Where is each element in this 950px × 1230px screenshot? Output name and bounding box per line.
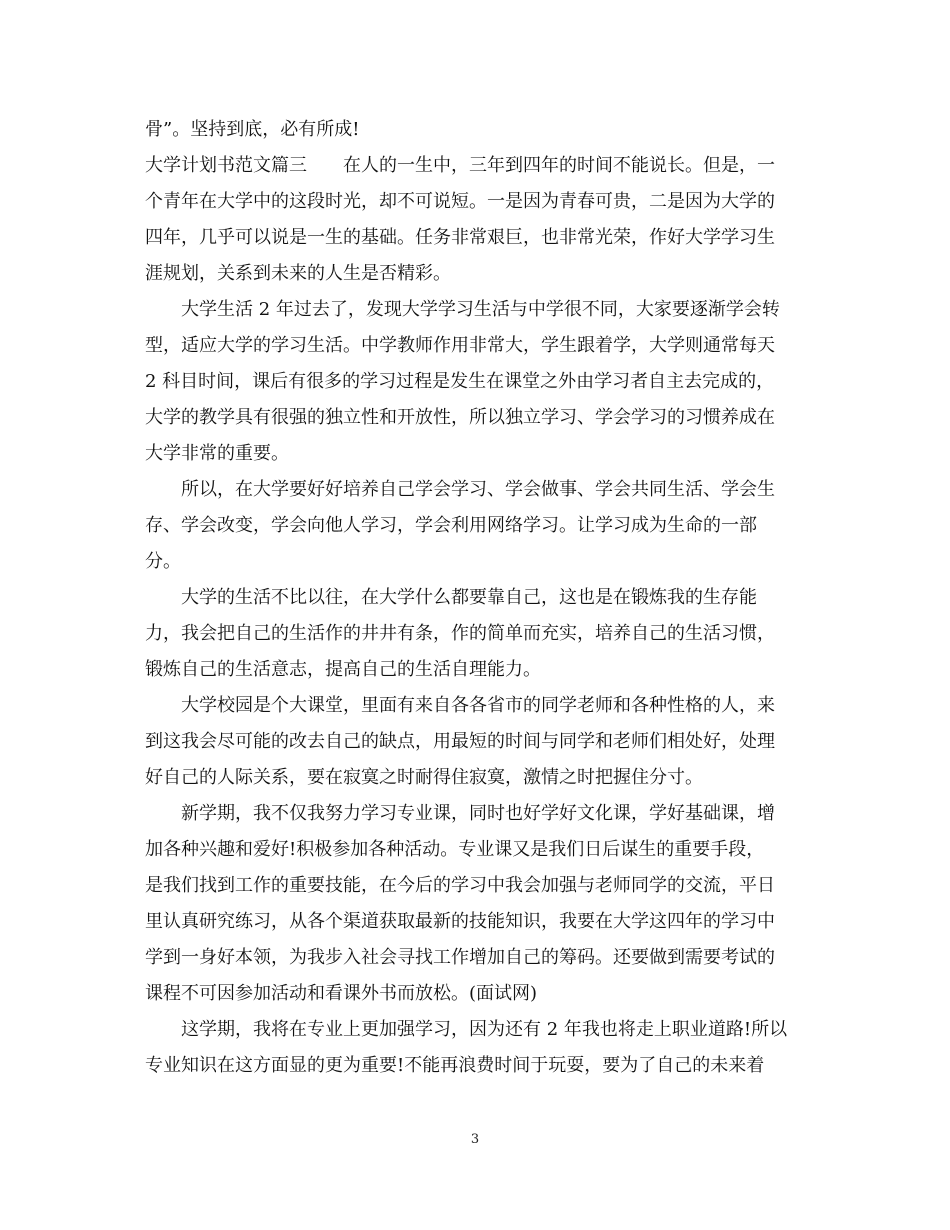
text-line: 锻炼自己的生活意志，提高自己的生活自理能力。 [145,659,541,680]
text-line: 新学期，我不仅我努力学习专业课，同时也好学好文化课，学好基础课，增 [145,803,775,824]
text-line: 骨”。坚持到底，必有所成! [145,119,360,140]
text-line: 大学非常的重要。 [145,443,289,464]
text-line: 所以，在大学要好好培养自己学会学习、学会做事、学会共同生活、学会生 [145,479,775,500]
text-line: 大学的教学具有很强的独立性和开放性，所以独立学习、学会学习的习惯养成在 [145,407,775,428]
text-line: 四年，几乎可以说是一生的基础。任务非常艰巨，也非常光荣，作好大学学习生 [145,227,775,248]
text-line: 个青年在大学中的这段时光，却不可说短。一是因为青春可贵，二是因为大学的 [145,191,775,212]
text-line: 加各种兴趣和爱好!积极参加各种活动。专业课又是我们日后谋生的重要手段， [145,839,765,860]
body-text [145,112,810,1084]
page-number: 3 [470,1132,480,1147]
text-line: 存、学会改变，学会向他人学习，学会利用网络学习。让学习成为生命的一部 [145,515,757,536]
text-line: 课程不可因参加活动和看课外书而放松。(面试网) [145,983,538,1004]
text-line: 力，我会把自己的生活作的井井有条，作的简单而充实，培养自己的生活习惯， [145,623,775,644]
text-line: 是我们找到工作的重要技能，在今后的学习中我会加强与老师同学的交流，平日 [145,875,775,896]
text-line: 专业知识在这方面显的更为重要!不能再浪费时间于玩耍，要为了自己的未来着 [145,1055,765,1076]
text-line: 好自己的人际关系，要在寂寞之时耐得住寂寞，激情之时把握住分寸。 [145,767,703,788]
text-line: 到这我会尽可能的改去自己的缺点，用最短的时间与同学和老师们相处好，处理 [145,731,775,752]
text-line: 2 科目时间，课后有很多的学习过程是发生在课堂之外由学习者自主去完成的， [145,371,775,392]
text-line: 大学生活 2 年过去了，发现大学学习生活与中学很不同，大家要逐渐学会转 [145,299,780,320]
text-line: 大学校园是个大课堂，里面有来自各各省市的同学老师和各种性格的人，来 [145,695,775,716]
text-line: 这学期，我将在专业上更加强学习，因为还有 2 年我也将走上职业道路!所以 [145,1019,788,1040]
text-line: 大学计划书范文篇三 在人的一生中，三年到四年的时间不能说长。但是，一 [145,155,775,176]
text-line: 涯规划，关系到未来的人生是否精彩。 [145,263,451,284]
text-line: 型，适应大学的学习生活。中学教师作用非常大，学生跟着学，大学则通常每天 [145,335,775,356]
text-line: 里认真研究练习，从各个渠道获取最新的技能知识，我要在大学这四年的学习中 [145,911,775,932]
text-line: 大学的生活不比以往，在大学什么都要靠自己，这也是在锻炼我的生存能 [145,587,757,608]
text-line: 分。 [145,551,181,572]
text-line: 学到一身好本领，为我步入社会寻找工作增加自己的筹码。还要做到需要考试的 [145,947,775,968]
